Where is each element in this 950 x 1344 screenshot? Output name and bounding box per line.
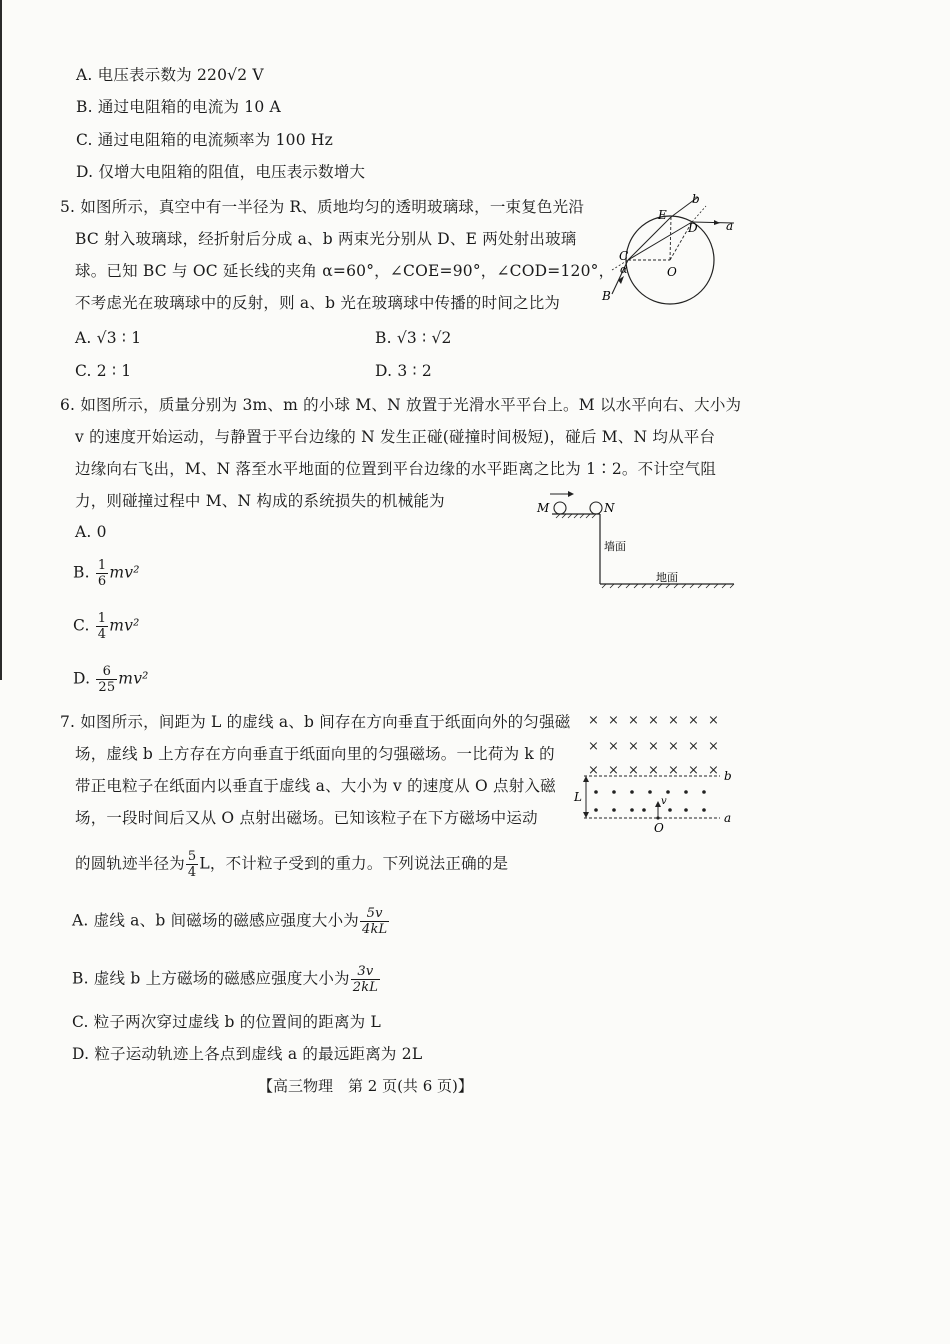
svg-text:×: × bbox=[608, 713, 619, 728]
q7-option-c[interactable]: C. 粒子两次穿过虚线 b 的位置间的距离为 L bbox=[72, 1013, 381, 1031]
svg-text:×: × bbox=[628, 763, 639, 778]
stem-text: L，不计粒子受到的重力。下列说法正确的是 bbox=[199, 854, 509, 873]
inward-field-crosses bbox=[588, 713, 719, 778]
label-O: O bbox=[667, 265, 677, 279]
q6-platform-diagram bbox=[532, 488, 740, 594]
q7-option-d[interactable]: D. 粒子运动轨迹上各点到虚线 a 的最远距离为 2L bbox=[72, 1045, 423, 1063]
label-O: O bbox=[654, 821, 664, 834]
q7-stem-line4: 场，一段时间后又从 O 点射出磁场。已知该粒子在下方磁场中运动 bbox=[75, 809, 538, 827]
page-footer: 【高三物理 第 2 页(共 6 页)】 bbox=[258, 1077, 473, 1095]
stem-text: 的圆轨迹半径为 bbox=[75, 854, 185, 873]
ground-label: 地面 bbox=[656, 571, 678, 584]
numerator: 1 bbox=[97, 611, 107, 626]
q5-stem-line1: 5. 如图所示，真空中有一半径为 R、质地均匀的透明玻璃球，一束复色光沿 bbox=[60, 198, 585, 216]
denominator: 6 bbox=[97, 574, 107, 589]
q6-option-c[interactable] bbox=[73, 611, 140, 642]
label-b: b bbox=[692, 192, 700, 206]
ball-N bbox=[590, 502, 602, 514]
fraction bbox=[360, 906, 389, 937]
energy-term: mv² bbox=[109, 563, 140, 582]
q5-stem-line4: 不考虑光在玻璃球中的反射，则 a、b 光在玻璃球中传播的时间之比为 bbox=[75, 294, 561, 312]
q7-option-b[interactable] bbox=[72, 964, 381, 995]
q4-option-d[interactable]: D. 仅增大电阻箱的阻值，电压表示数增大 bbox=[76, 163, 366, 181]
q6-option-a[interactable]: A. 0 bbox=[75, 523, 107, 541]
svg-text:×: × bbox=[608, 763, 619, 778]
q7-stem-line1: 7. 如图所示，间距为 L 的虚线 a、b 间存在方向垂直于纸面向外的匀强磁 bbox=[60, 713, 571, 731]
svg-text:×: × bbox=[648, 763, 659, 778]
numerator: 3v bbox=[351, 964, 380, 980]
q5-option-b[interactable]: B. √3 ∶ √2 bbox=[375, 329, 452, 347]
q6-option-b[interactable] bbox=[73, 558, 140, 589]
svg-text:×: × bbox=[648, 713, 659, 728]
svg-text:×: × bbox=[628, 713, 639, 728]
svg-text:×: × bbox=[588, 763, 599, 778]
denominator: 4 bbox=[97, 627, 107, 642]
svg-text:×: × bbox=[708, 739, 719, 754]
label-a: a bbox=[724, 811, 732, 825]
q5-stem-line3: 球。已知 BC 与 OC 延长线的夹角 α=60°，∠COE=90°，∠COD=120°， bbox=[75, 262, 615, 280]
q4-option-c[interactable]: C. 通过电阻箱的电流频率为 100 Hz bbox=[76, 131, 333, 149]
svg-text:×: × bbox=[688, 739, 699, 754]
label-B: B bbox=[602, 289, 611, 303]
label-D: D bbox=[688, 221, 698, 235]
q7-option-a[interactable] bbox=[72, 906, 390, 937]
svg-text:×: × bbox=[648, 739, 659, 754]
q4-option-a[interactable]: A. 电压表示数为 220√2 V bbox=[76, 66, 264, 84]
numerator: 5 bbox=[187, 849, 197, 864]
label-L: L bbox=[574, 790, 582, 804]
scan-edge bbox=[0, 0, 2, 680]
q6-stem-line4: 力，则碰撞过程中 M、N 构成的系统损失的机械能为 bbox=[75, 492, 445, 510]
svg-text:×: × bbox=[608, 739, 619, 754]
wall-label-text: 墙面 bbox=[604, 540, 626, 553]
fraction bbox=[96, 611, 108, 642]
svg-text:×: × bbox=[688, 763, 699, 778]
label-M: M bbox=[537, 501, 550, 515]
ball-M bbox=[554, 502, 566, 514]
fraction bbox=[351, 964, 380, 995]
option-text: A. 虚线 a、b 间磁场的磁感应强度大小为 bbox=[72, 911, 359, 930]
fraction bbox=[96, 558, 108, 589]
energy-term: mv² bbox=[109, 616, 140, 635]
svg-text:×: × bbox=[668, 713, 679, 728]
option-text: B. 虚线 b 上方磁场的磁感应强度大小为 bbox=[72, 969, 350, 988]
q4-option-b[interactable]: B. 通过电阻箱的电流为 10 A bbox=[76, 98, 281, 116]
q5-option-d[interactable]: D. 3 ∶ 2 bbox=[375, 362, 432, 380]
svg-text:×: × bbox=[668, 763, 679, 778]
svg-text:×: × bbox=[708, 713, 719, 728]
option-letter: B. bbox=[73, 563, 90, 582]
denominator: 4 bbox=[187, 865, 197, 880]
label-v: v bbox=[661, 796, 667, 807]
q7-field-diagram bbox=[570, 708, 740, 834]
option-letter: D. bbox=[73, 669, 91, 688]
svg-text:×: × bbox=[588, 739, 599, 754]
label-a: a bbox=[726, 219, 734, 233]
q6-stem-line1: 6. 如图所示，质量分别为 3m、m 的小球 M、N 放置于光滑水平平台上。M 以水平向右、大小为 bbox=[60, 396, 742, 414]
q7-stem-line5 bbox=[75, 849, 508, 880]
numerator: 5v bbox=[360, 906, 389, 922]
label-E: E bbox=[658, 208, 667, 222]
q5-option-c[interactable]: C. 2 ∶ 1 bbox=[75, 362, 132, 380]
outward-field-dots bbox=[594, 790, 706, 812]
fraction bbox=[186, 849, 198, 880]
numerator: 6 bbox=[96, 664, 117, 680]
svg-text:×: × bbox=[588, 713, 599, 728]
svg-text:×: × bbox=[628, 739, 639, 754]
q5-option-a[interactable]: A. √3 ∶ 1 bbox=[75, 329, 142, 347]
svg-text:×: × bbox=[668, 739, 679, 754]
q7-stem-line2: 场，虚线 b 上方存在方向垂直于纸面向里的匀强磁场。一比荷为 k 的 bbox=[75, 745, 555, 763]
label-b: b bbox=[724, 769, 732, 783]
denominator: 2kL bbox=[352, 980, 379, 995]
q6-stem-line2: v 的速度开始运动，与静置于平台边缘的 N 发生正碰(碰撞时间极短)，碰后 M、N 均从平台 bbox=[75, 428, 716, 446]
q6-option-d[interactable] bbox=[73, 664, 149, 695]
svg-text:×: × bbox=[688, 713, 699, 728]
svg-text:×: × bbox=[708, 763, 719, 778]
denominator: 25 bbox=[98, 680, 116, 695]
label-alpha: α bbox=[620, 263, 628, 276]
energy-term: mv² bbox=[118, 669, 149, 688]
fraction bbox=[96, 664, 117, 695]
q5-stem-line2: BC 射入玻璃球，经折射后分成 a、b 两束光分别从 D、E 两处射出玻璃 bbox=[75, 230, 577, 248]
numerator: 1 bbox=[97, 558, 107, 573]
option-letter: C. bbox=[73, 616, 90, 635]
label-C: C bbox=[619, 249, 629, 263]
q7-stem-line3: 带正电粒子在纸面内以垂直于虚线 a、大小为 v 的速度从 O 点射入磁 bbox=[75, 777, 556, 795]
q5-sphere-diagram bbox=[598, 192, 746, 310]
label-N: N bbox=[604, 501, 615, 515]
denominator: 4kL bbox=[361, 922, 388, 937]
q6-stem-line3: 边缘向右飞出，M、N 落至水平地面的位置到平台边缘的水平距离之比为 1∶2。不计空气阻 bbox=[75, 460, 717, 478]
wall-label bbox=[604, 539, 626, 553]
